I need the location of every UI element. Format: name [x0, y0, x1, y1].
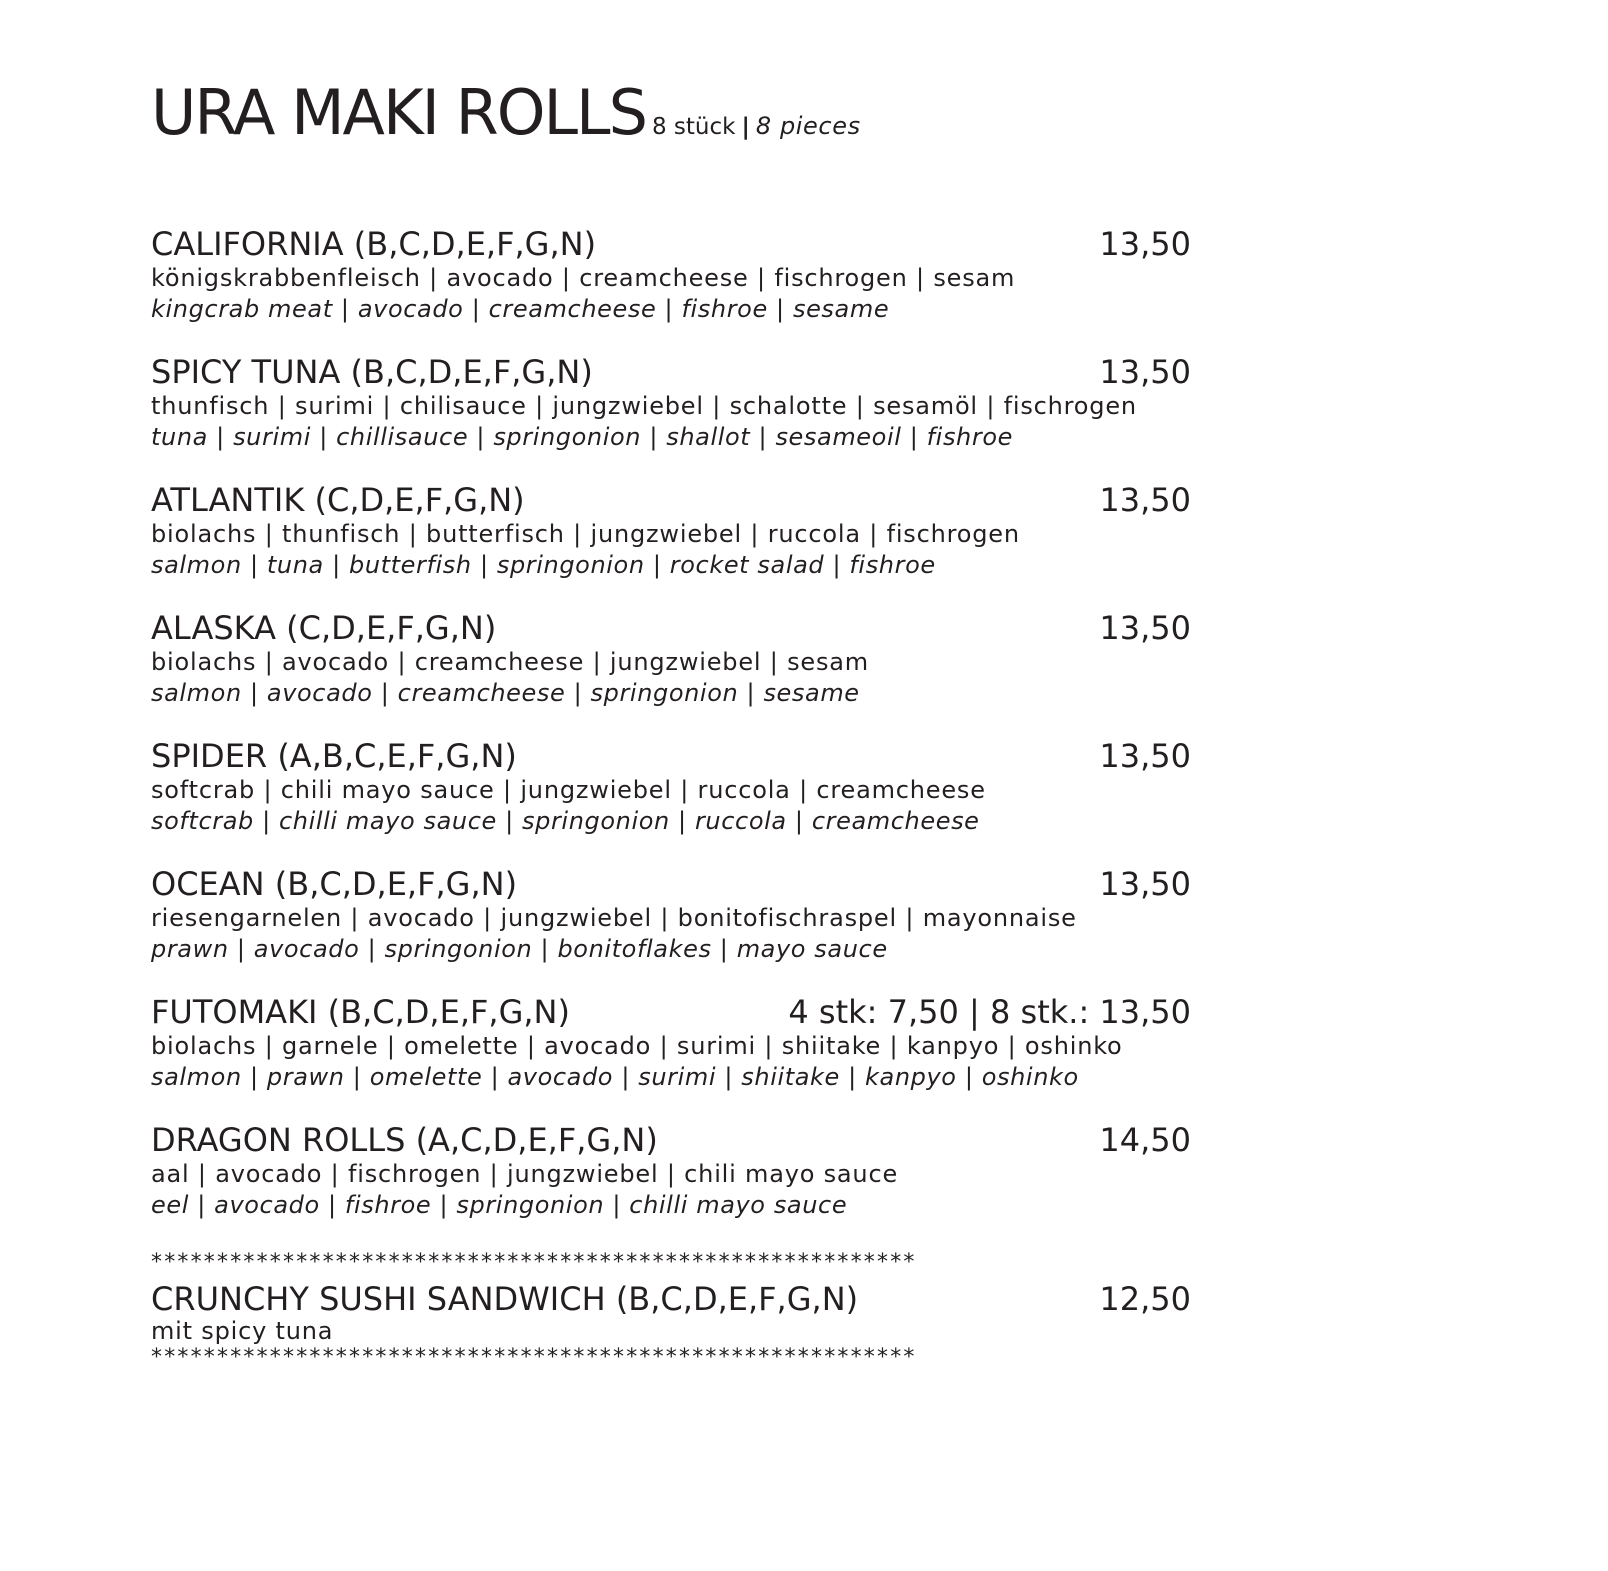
- item-name: DRAGON ROLLS (A,C,D,E,F,G,N): [151, 1121, 658, 1159]
- star-divider-top: **********************************************************: [151, 1250, 917, 1275]
- item-ingredients-de: thunfisch | surimi | chilisauce | jungzwiebel | schalotte | sesamöl | fischrogen: [151, 392, 1137, 420]
- item-ingredients-en: tuna | surimi | chillisauce | springonion | shallot | sesameoil | fishroe: [151, 423, 1013, 451]
- item-ingredients-en: softcrab | chilli mayo sauce | springonion | ruccola | creamcheese: [151, 807, 980, 835]
- item-ingredients-en: prawn | avocado | springonion | bonitoflakes | mayo sauce: [151, 935, 888, 963]
- item-price: 12,50: [1099, 1280, 1191, 1318]
- pieces-separator: |: [741, 114, 750, 140]
- menu-header: [151, 76, 861, 149]
- item-ingredients-en: eel | avocado | fishroe | springonion | chilli mayo sauce: [151, 1191, 848, 1219]
- item-description: mit spicy tuna: [151, 1317, 334, 1345]
- item-ingredients-de: biolachs | garnele | omelette | avocado | surimi | shiitake | kanpyo | oshinko: [151, 1032, 1123, 1060]
- item-price: 13,50: [1099, 737, 1191, 775]
- item-price: 13,50: [1099, 353, 1191, 391]
- item-name: CALIFORNIA (B,C,D,E,F,G,N): [151, 225, 597, 263]
- menu-list: [151, 225, 1211, 1249]
- item-price: 4 stk: 7,50 | 8 stk.: 13,50: [788, 993, 1191, 1031]
- pieces-en: 8 pieces: [755, 112, 861, 140]
- item-name: SPICY TUNA (B,C,D,E,F,G,N): [151, 353, 593, 391]
- item-name: OCEAN (B,C,D,E,F,G,N): [151, 865, 518, 903]
- menu-item-california: [151, 225, 1211, 353]
- menu-item-spider: [151, 737, 1211, 865]
- item-ingredients-en: salmon | tuna | butterfish | springonion | rocket salad | fishroe: [151, 551, 936, 579]
- item-name: FUTOMAKI (B,C,D,E,F,G,N): [151, 993, 570, 1031]
- item-name: CRUNCHY SUSHI SANDWICH (B,C,D,E,F,G,N): [151, 1280, 859, 1318]
- item-ingredients-en: kingcrab meat | avocado | creamcheese | fishroe | sesame: [151, 295, 890, 323]
- menu-item-alaska: [151, 609, 1211, 737]
- menu-item-ocean: [151, 865, 1211, 993]
- item-ingredients-de: biolachs | thunfisch | butterfisch | jungzwiebel | ruccola | fischrogen: [151, 520, 1020, 548]
- item-price: 13,50: [1099, 609, 1191, 647]
- pieces-note: [652, 114, 861, 140]
- item-price: 14,50: [1099, 1121, 1191, 1159]
- menu-item-crunchy-sushi-sandwich: [151, 1280, 1211, 1347]
- item-ingredients-de: softcrab | chili mayo sauce | jungzwiebel | ruccola | creamcheese: [151, 776, 986, 804]
- menu-item-futomaki: [151, 993, 1211, 1121]
- item-price: 13,50: [1099, 225, 1191, 263]
- item-price: 13,50: [1099, 865, 1191, 903]
- item-ingredients-en: salmon | prawn | omelette | avocado | surimi | shiitake | kanpyo | oshinko: [151, 1063, 1079, 1091]
- page-title: URA MAKI ROLLS: [151, 76, 646, 149]
- item-ingredients-de: riesengarnelen | avocado | jungzwiebel | bonitofischraspel | mayonnaise: [151, 904, 1077, 932]
- pieces-de: 8 stück: [651, 114, 736, 140]
- item-ingredients-en: salmon | avocado | creamcheese | springonion | sesame: [151, 679, 860, 707]
- star-divider-bottom: **********************************************************: [151, 1345, 917, 1370]
- menu-item-dragon-rolls: [151, 1121, 1211, 1249]
- item-name: ATLANTIK (C,D,E,F,G,N): [151, 481, 525, 519]
- item-name: ALASKA (C,D,E,F,G,N): [151, 609, 497, 647]
- menu-item-atlantik: [151, 481, 1211, 609]
- item-ingredients-de: biolachs | avocado | creamcheese | jungzwiebel | sesam: [151, 648, 869, 676]
- item-name: SPIDER (A,B,C,E,F,G,N): [151, 737, 517, 775]
- menu-item-spicy-tuna: [151, 353, 1211, 481]
- item-price: 13,50: [1099, 481, 1191, 519]
- item-ingredients-de: aal | avocado | fischrogen | jungzwiebel | chili mayo sauce: [151, 1160, 899, 1188]
- item-ingredients-de: königskrabbenfleisch | avocado | creamcheese | fischrogen | sesam: [151, 264, 1016, 292]
